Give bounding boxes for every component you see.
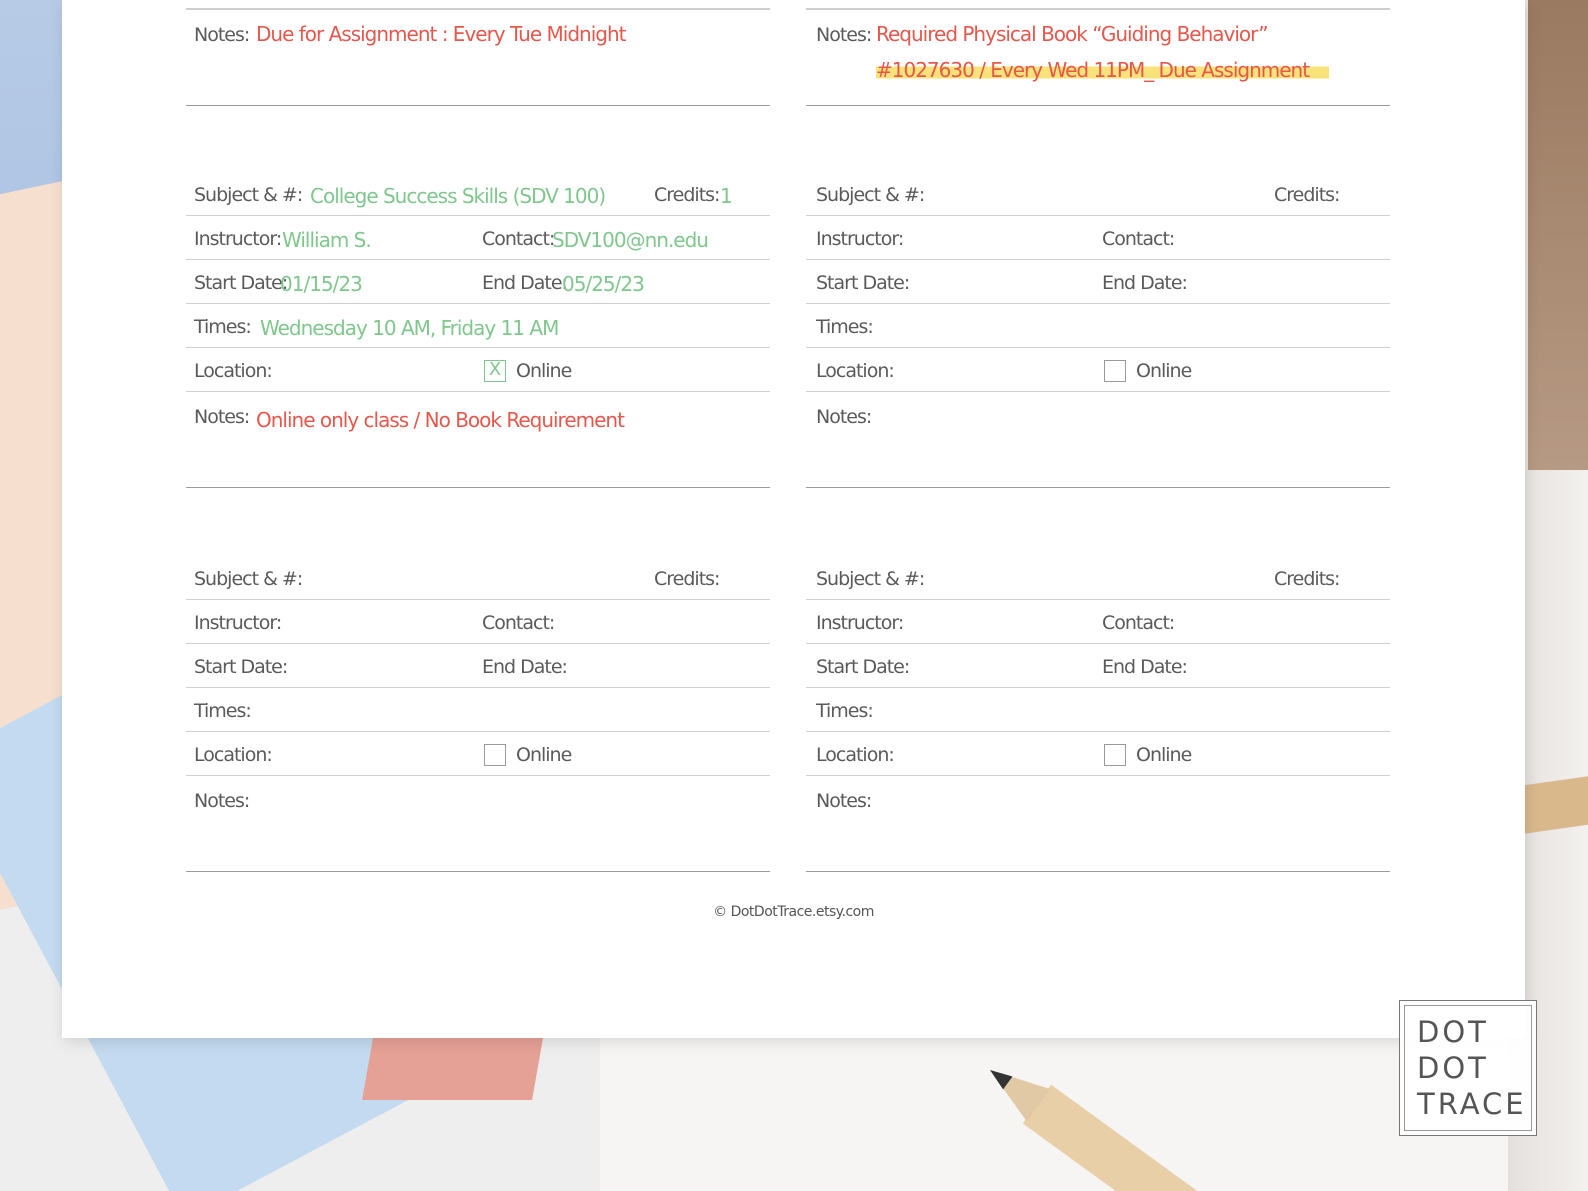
online-label: Online	[1136, 744, 1192, 766]
planner-page	[62, 0, 1525, 1038]
end-date-label: End Date:	[482, 272, 567, 294]
start-date-label: Start Date:	[194, 272, 288, 294]
times-row[interactable]	[806, 688, 1390, 732]
brown-object	[1528, 0, 1588, 470]
start-date-label: Start Date:	[816, 272, 910, 294]
notes-row[interactable]	[186, 10, 770, 106]
instructor-row[interactable]	[806, 216, 1390, 260]
subject-row[interactable]	[186, 556, 770, 600]
location-label: Location:	[194, 744, 272, 766]
dotdottrace-logo	[1399, 1000, 1537, 1136]
notes-row[interactable]	[806, 776, 1390, 872]
class-card-top-left	[186, 10, 770, 106]
location-label: Location:	[816, 744, 894, 766]
location-row[interactable]	[186, 348, 770, 392]
times-row[interactable]	[186, 304, 770, 348]
end-date-value: 05/25/23	[562, 272, 644, 296]
class-card-1	[186, 172, 770, 488]
notes-label: Notes:	[816, 790, 872, 812]
notes-row[interactable]	[186, 392, 770, 488]
online-checkbox-icon[interactable]	[1104, 360, 1126, 382]
contact-value: SDV100@nn.edu	[552, 228, 708, 252]
dates-row[interactable]	[186, 644, 770, 688]
start-date-label: Start Date:	[194, 656, 288, 678]
instructor-label: Instructor:	[194, 228, 282, 250]
dates-row[interactable]	[806, 644, 1390, 688]
online-label: Online	[516, 360, 572, 382]
subject-label: Subject & #:	[816, 568, 925, 590]
credits-value: 1	[720, 184, 732, 208]
start-date-value: 01/15/23	[280, 272, 362, 296]
times-label: Times:	[194, 316, 251, 338]
notes-row[interactable]	[806, 392, 1390, 488]
notes-label: Notes:	[194, 406, 250, 428]
end-date-label: End Date:	[1102, 272, 1187, 294]
subject-label: Subject & #:	[194, 184, 303, 206]
subject-row[interactable]	[806, 556, 1390, 600]
location-row[interactable]	[806, 732, 1390, 776]
notes-label: Notes:	[194, 24, 250, 46]
location-row[interactable]	[186, 732, 770, 776]
online-checkbox-icon[interactable]	[484, 744, 506, 766]
subject-value: College Success Skills (SDV 100)	[310, 184, 606, 208]
online-label: Online	[1136, 360, 1192, 382]
online-checkbox-icon[interactable]	[1104, 744, 1126, 766]
contact-label: Contact:	[482, 228, 555, 250]
credits-label: Credits:	[1274, 184, 1340, 206]
logo-line-2: DOT	[1417, 1051, 1489, 1085]
instructor-label: Instructor:	[816, 612, 904, 634]
times-value: Wednesday 10 AM, Friday 11 AM	[260, 316, 559, 340]
location-label: Location:	[194, 360, 272, 382]
notes-row[interactable]	[806, 10, 1390, 106]
notes-label: Notes:	[194, 790, 250, 812]
class-card-4	[806, 556, 1390, 872]
copyright-footer: © DotDotTrace.etsy.com	[713, 904, 874, 920]
times-label: Times:	[816, 316, 873, 338]
dates-row[interactable]	[186, 260, 770, 304]
online-label: Online	[516, 744, 572, 766]
class-card-top-right	[806, 10, 1390, 106]
online-checkbox-checked-icon[interactable]: X	[484, 360, 506, 382]
end-date-label: End Date:	[482, 656, 567, 678]
instructor-value: William S.	[282, 228, 371, 252]
notes-label: Notes:	[816, 406, 872, 428]
contact-label: Contact:	[1102, 612, 1175, 634]
credits-label: Credits:	[654, 568, 720, 590]
times-row[interactable]	[186, 688, 770, 732]
times-label: Times:	[194, 700, 251, 722]
contact-label: Contact:	[1102, 228, 1175, 250]
subject-label: Subject & #:	[194, 568, 303, 590]
instructor-label: Instructor:	[816, 228, 904, 250]
notes-row[interactable]	[186, 776, 770, 872]
notes-value-line1: Required Physical Book “Guiding Behavior”	[876, 22, 1268, 46]
instructor-row[interactable]	[186, 216, 770, 260]
location-row[interactable]	[806, 348, 1390, 392]
dates-row[interactable]	[806, 260, 1390, 304]
contact-label: Contact:	[482, 612, 555, 634]
end-date-label: End Date:	[1102, 656, 1187, 678]
class-card-3	[186, 556, 770, 872]
location-label: Location:	[816, 360, 894, 382]
notes-value: Due for Assignment : Every Tue Midnight	[256, 22, 626, 46]
subject-label: Subject & #:	[816, 184, 925, 206]
subject-row[interactable]	[186, 172, 770, 216]
logo-line-1: DOT	[1417, 1015, 1489, 1049]
notes-label: Notes:	[816, 24, 872, 46]
times-row[interactable]	[806, 304, 1390, 348]
credits-label: Credits:	[1274, 568, 1340, 590]
instructor-row[interactable]	[186, 600, 770, 644]
class-card-2	[806, 172, 1390, 488]
logo-line-3: TRACE	[1417, 1087, 1527, 1121]
notes-value: Online only class / No Book Requirement	[256, 408, 624, 432]
instructor-row[interactable]	[806, 600, 1390, 644]
times-label: Times:	[816, 700, 873, 722]
credits-label: Credits:	[654, 184, 720, 206]
subject-row[interactable]	[806, 172, 1390, 216]
instructor-label: Instructor:	[194, 612, 282, 634]
start-date-label: Start Date:	[816, 656, 910, 678]
notes-value-line2-highlighted: #1027630 / Every Wed 11PM_ Due Assignment	[876, 58, 1329, 82]
